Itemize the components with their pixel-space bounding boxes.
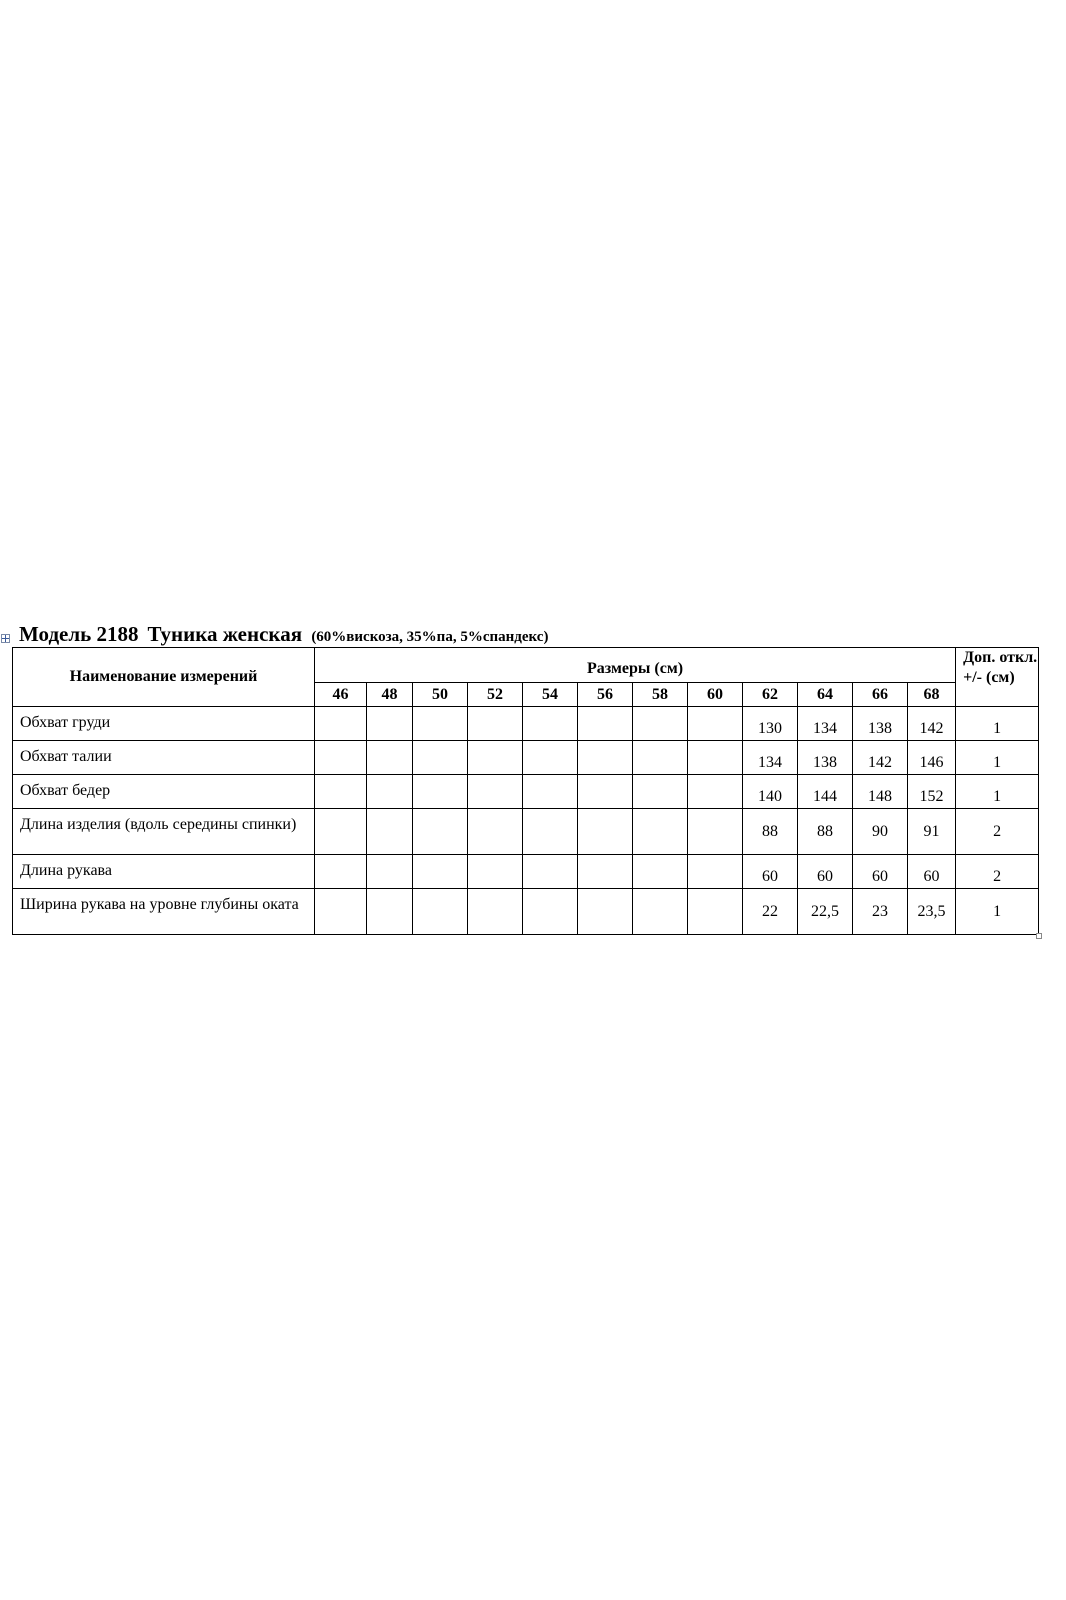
document-title xyxy=(19,622,548,649)
measurement-value xyxy=(523,855,578,889)
tolerance-value: 2 xyxy=(956,809,1039,855)
measurement-value: 23,5 xyxy=(908,889,956,935)
measurement-value xyxy=(688,889,743,935)
tolerance-value: 1 xyxy=(956,889,1039,935)
measurement-value xyxy=(315,809,367,855)
measurement-value: 138 xyxy=(798,741,853,775)
measurement-value: 148 xyxy=(853,775,908,809)
measurement-value xyxy=(578,889,633,935)
size-column-header: 60 xyxy=(688,683,743,707)
measurement-name: Ширина рукава на уровне глубины оката xyxy=(13,889,315,935)
table-row xyxy=(13,775,1039,809)
tolerance-value: 2 xyxy=(956,855,1039,889)
measurement-value xyxy=(578,809,633,855)
measurement-value xyxy=(578,741,633,775)
measurement-value: 142 xyxy=(908,707,956,741)
fabric-composition: (60%вискоза, 35%па, 5%спандекс) xyxy=(311,629,549,645)
measurement-value xyxy=(468,889,523,935)
measurement-value: 60 xyxy=(743,855,798,889)
measurement-value xyxy=(523,809,578,855)
size-column-header: 46 xyxy=(315,683,367,707)
measurement-value: 60 xyxy=(798,855,853,889)
size-column-header: 58 xyxy=(633,683,688,707)
measurement-value xyxy=(633,707,688,741)
size-chart-body xyxy=(13,648,1039,935)
measurement-value xyxy=(315,855,367,889)
measurement-value: 134 xyxy=(743,741,798,775)
measurement-value: 90 xyxy=(853,809,908,855)
sizes-header: Размеры (см) xyxy=(315,648,956,683)
measurement-value xyxy=(367,775,413,809)
measurement-value xyxy=(578,775,633,809)
measurement-value: 22,5 xyxy=(798,889,853,935)
measurement-value xyxy=(468,707,523,741)
table-row xyxy=(13,809,1039,855)
measurement-value xyxy=(367,855,413,889)
table-row xyxy=(13,707,1039,741)
tolerance-value: 1 xyxy=(956,741,1039,775)
measurement-value: 152 xyxy=(908,775,956,809)
measurement-value xyxy=(633,889,688,935)
measurement-name: Обхват талии xyxy=(13,741,315,775)
measurement-value xyxy=(413,775,468,809)
size-chart-table xyxy=(12,647,1039,935)
size-column-header: 66 xyxy=(853,683,908,707)
measurement-name: Длина рукава xyxy=(13,855,315,889)
measurement-value: 60 xyxy=(853,855,908,889)
product-label: Туника женская xyxy=(147,622,303,646)
measurement-value: 130 xyxy=(743,707,798,741)
measurement-value: 23 xyxy=(853,889,908,935)
measurement-value: 144 xyxy=(798,775,853,809)
measurement-name: Обхват груди xyxy=(13,707,315,741)
measurement-value xyxy=(413,707,468,741)
measurement-value xyxy=(633,809,688,855)
measurement-value xyxy=(633,775,688,809)
size-column-header: 50 xyxy=(413,683,468,707)
measurement-value: 142 xyxy=(853,741,908,775)
size-column-header: 68 xyxy=(908,683,956,707)
measurement-value xyxy=(523,889,578,935)
table-move-handle-icon[interactable] xyxy=(1,634,10,643)
measurement-value xyxy=(688,809,743,855)
measurement-value xyxy=(315,741,367,775)
measurement-value xyxy=(367,889,413,935)
measurement-value: 60 xyxy=(908,855,956,889)
measurement-value xyxy=(523,707,578,741)
measurement-value xyxy=(413,855,468,889)
measurement-value xyxy=(578,855,633,889)
measurement-value xyxy=(413,809,468,855)
measurement-value xyxy=(315,707,367,741)
measurement-name: Обхват бедер xyxy=(13,775,315,809)
table-row xyxy=(13,889,1039,935)
table-row xyxy=(13,741,1039,775)
measurement-value xyxy=(633,741,688,775)
measurement-value: 146 xyxy=(908,741,956,775)
measurement-value xyxy=(367,809,413,855)
measurement-value: 140 xyxy=(743,775,798,809)
tolerance-value: 1 xyxy=(956,775,1039,809)
tolerance-header: Доп. откл. +/- (см) xyxy=(956,648,1039,707)
measurement-value xyxy=(413,889,468,935)
measurement-value xyxy=(468,775,523,809)
measurement-value xyxy=(367,741,413,775)
measurement-value xyxy=(633,855,688,889)
measurement-value xyxy=(468,855,523,889)
measurement-value xyxy=(688,855,743,889)
measurement-value xyxy=(315,889,367,935)
measurement-value: 138 xyxy=(853,707,908,741)
measurement-value xyxy=(367,707,413,741)
measurement-value xyxy=(468,809,523,855)
size-column-header: 64 xyxy=(798,683,853,707)
size-column-header: 62 xyxy=(743,683,798,707)
measurement-value xyxy=(578,707,633,741)
measurement-value: 91 xyxy=(908,809,956,855)
table-row xyxy=(13,855,1039,889)
measurement-value: 22 xyxy=(743,889,798,935)
header-row xyxy=(13,648,1039,683)
measurement-value: 88 xyxy=(743,809,798,855)
table-resize-handle[interactable] xyxy=(1036,933,1042,939)
measurement-value xyxy=(523,775,578,809)
measurement-value xyxy=(468,741,523,775)
measurement-value: 134 xyxy=(798,707,853,741)
measurement-name: Длина изделия (вдоль середины спинки) xyxy=(13,809,315,855)
measurement-value xyxy=(413,741,468,775)
measurement-name-header: Наименование измерений xyxy=(13,648,315,707)
size-column-header: 54 xyxy=(523,683,578,707)
size-column-header: 56 xyxy=(578,683,633,707)
measurement-value xyxy=(688,775,743,809)
model-label: Модель 2188 xyxy=(19,622,139,646)
measurement-value xyxy=(523,741,578,775)
tolerance-value: 1 xyxy=(956,707,1039,741)
size-column-header: 52 xyxy=(468,683,523,707)
measurement-value xyxy=(688,741,743,775)
measurement-value: 88 xyxy=(798,809,853,855)
size-column-header: 48 xyxy=(367,683,413,707)
measurement-value xyxy=(315,775,367,809)
measurement-value xyxy=(688,707,743,741)
